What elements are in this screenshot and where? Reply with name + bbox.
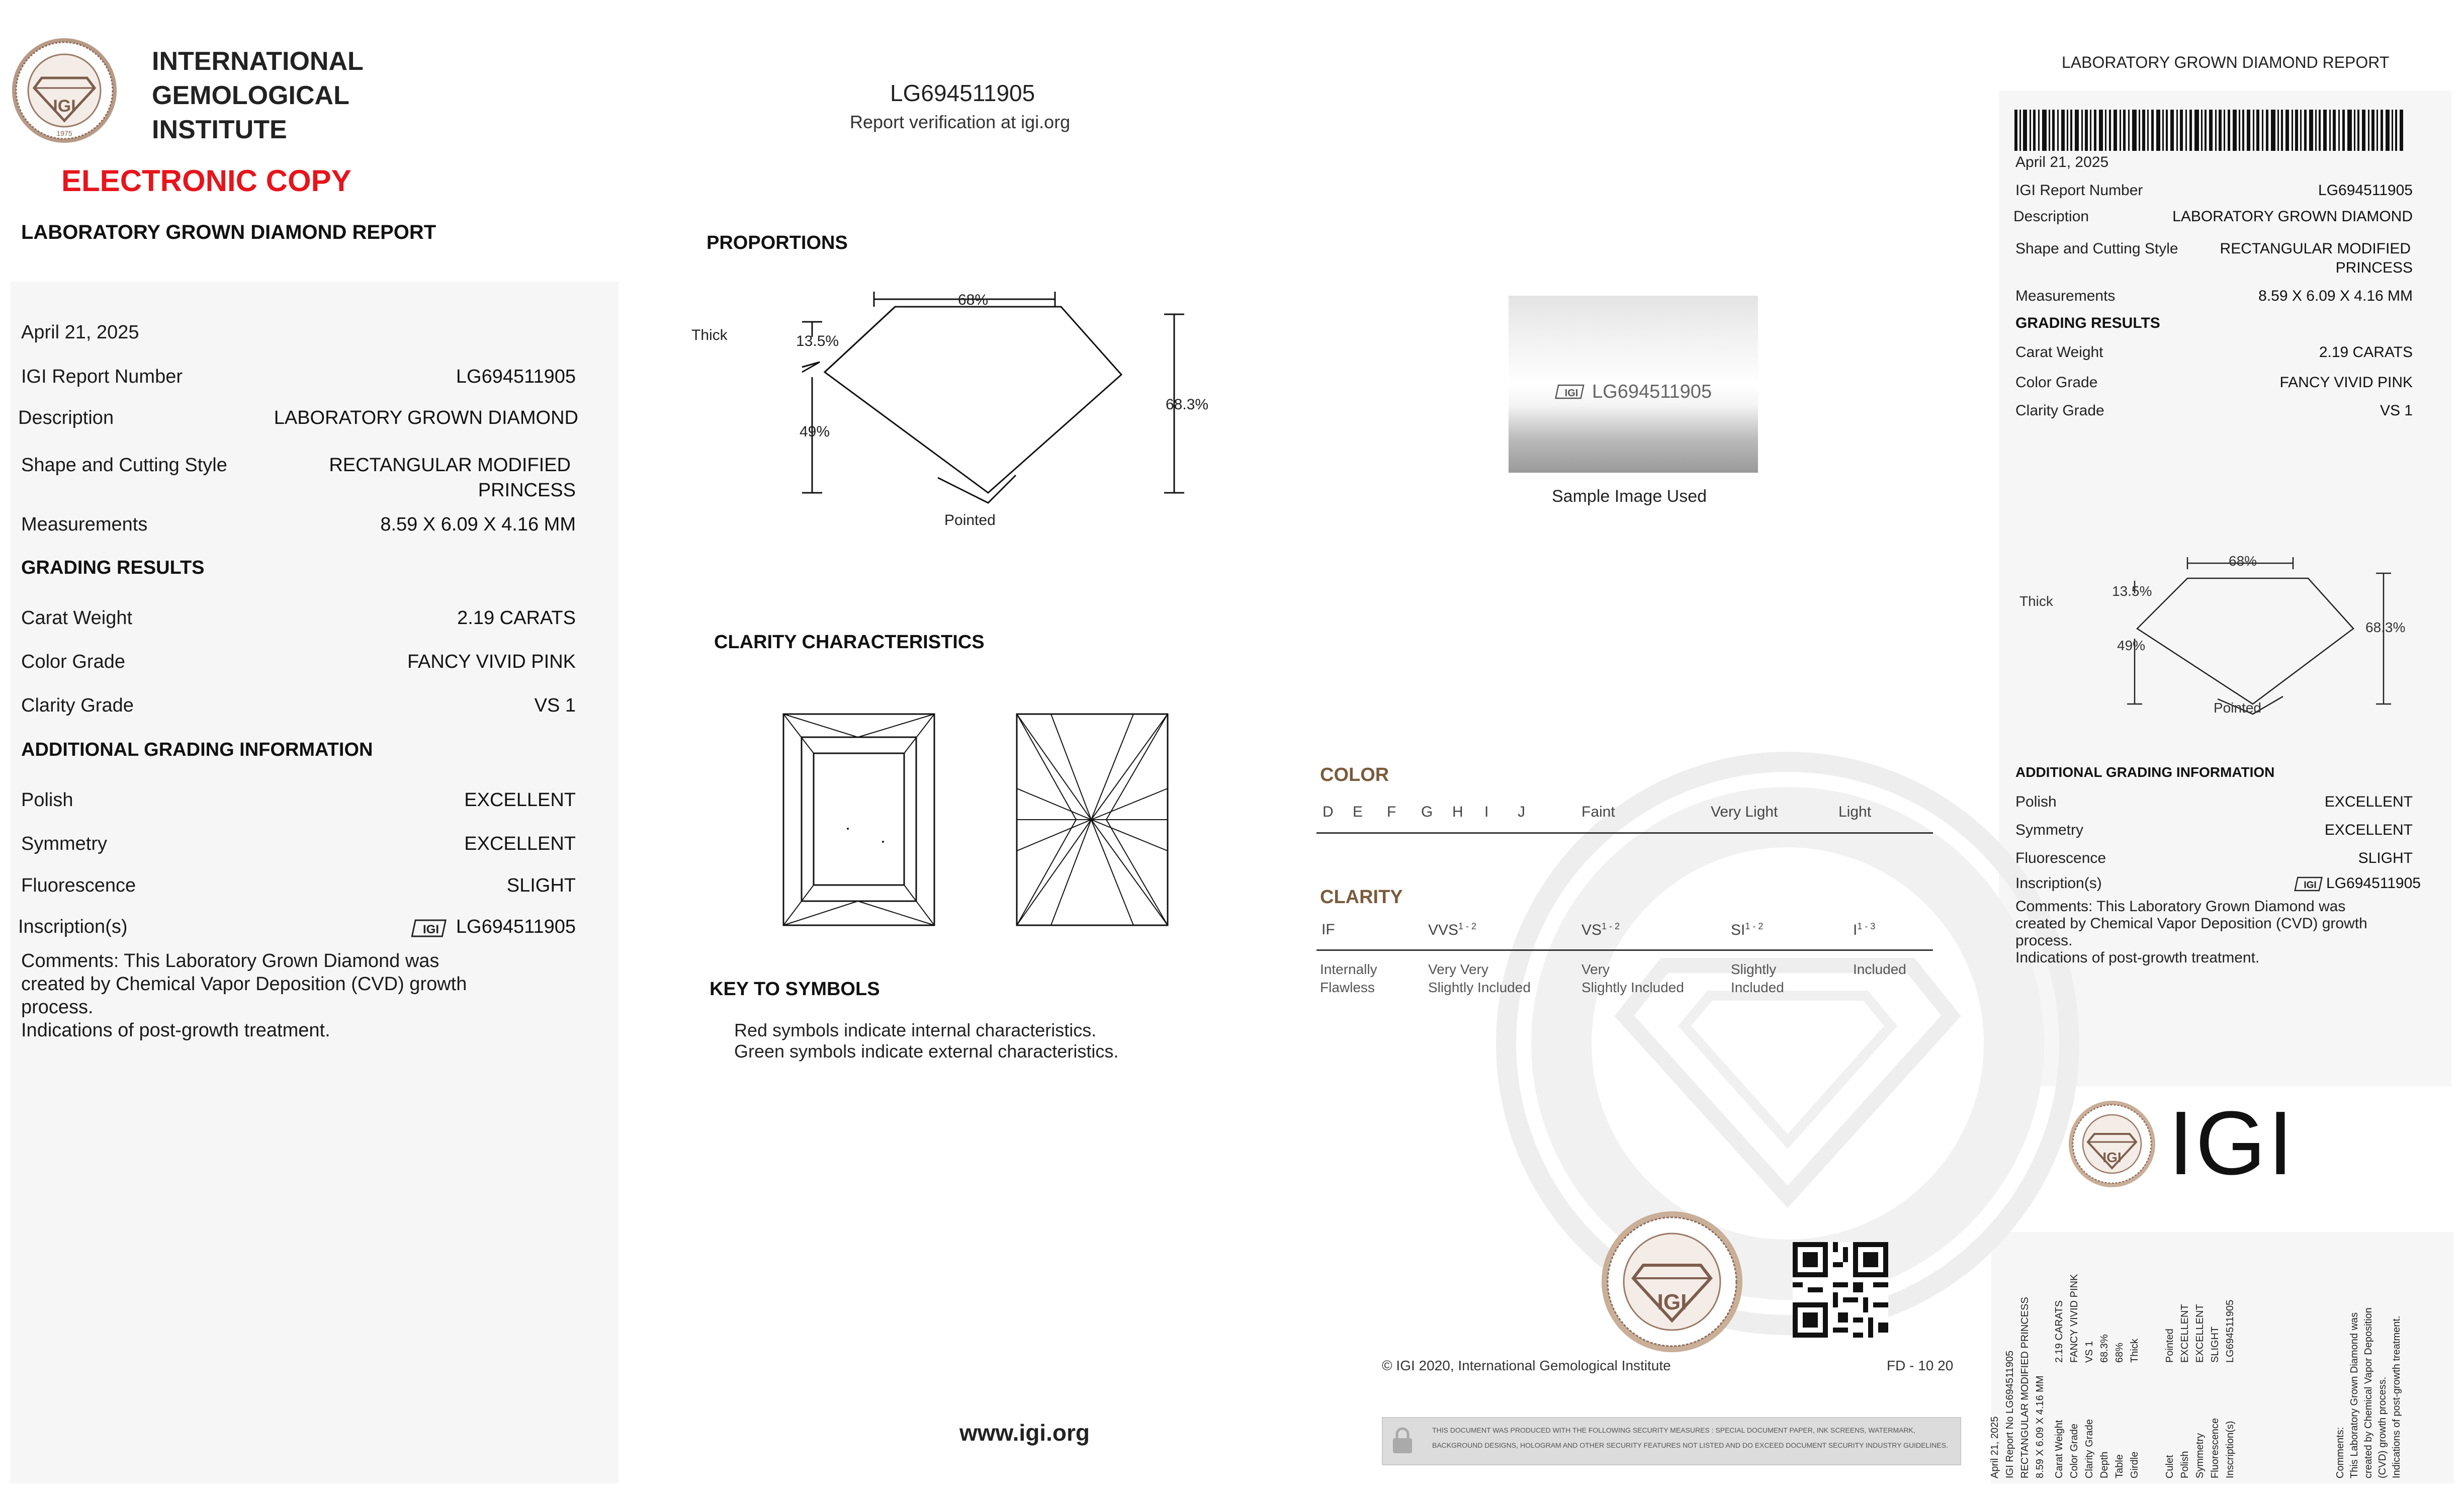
barcode: [2014, 110, 2407, 151]
stub-row-color: [2067, 1217, 2082, 1478]
value-measurements: 8.59 X 6.09 X 4.16 MM: [380, 514, 576, 535]
svg-text:IGI: IGI: [53, 97, 76, 116]
right-prop-pavilion: 49%: [2117, 638, 2146, 653]
stub-value-inscription: LG694511905: [2225, 1299, 2236, 1363]
right-value-carat: 2.19 CARATS: [2319, 344, 2413, 361]
stub-comments-3: created by Chemical Vapor Deposition: [2363, 1307, 2374, 1478]
security-line2: BACKGROUND DESIGNS, HOLOGRAM AND OTHER SECURITY FEATURES NOT LISTED AND DO EXCEED DOCUMENT SECURITY INDUSTRY GUIDELINES.: [1432, 1441, 1948, 1449]
clarity-si-desc2: Included: [1731, 980, 1784, 995]
stub-row-girdle: [2127, 1217, 2142, 1478]
clarity-i-desc1: Included: [1853, 961, 1906, 977]
grading-results-title: GRADING RESULTS: [21, 557, 205, 578]
color-very-light: Very Light: [1711, 804, 1778, 820]
right-prop-table: 68%: [2229, 553, 2257, 569]
clarity-scale-title: CLARITY: [1320, 887, 1403, 908]
comments-line4: Indications of post-growth treatment.: [21, 1020, 330, 1041]
value-carat: 2.19 CARATS: [457, 607, 576, 629]
clarity-characteristics-title: CLARITY CHARACTERISTICS: [714, 632, 985, 653]
value-shape-line2: PRINCESS: [478, 480, 576, 501]
right-label-clarity: Clarity Grade: [2015, 402, 2104, 419]
prop-girdle: Thick: [691, 327, 728, 343]
clarity-vvs-code: VVS: [1428, 922, 1459, 938]
value-color: FANCY VIVID PINK: [407, 651, 576, 672]
right-value-clarity: VS 1: [2380, 402, 2413, 419]
svg-text:IGI: IGI: [422, 923, 439, 936]
stub-column-1: [1987, 1197, 2048, 1478]
right-prop-culet: Pointed: [2214, 700, 2261, 716]
report-title: LABORATORY GROWN DIAMOND REPORT: [21, 221, 436, 243]
clarity-vvs: [1428, 921, 1476, 939]
stub-value-polish: EXCELLENT: [2179, 1304, 2190, 1363]
value-inscription: LG694511905: [456, 916, 576, 937]
right-date: April 21, 2025: [2015, 154, 2109, 170]
color-scale-rule: [1316, 832, 1933, 834]
stub-value-culet: Pointed: [2164, 1329, 2175, 1363]
color-grade-h: H: [1452, 804, 1463, 820]
electronic-copy-label: ELECTRONIC COPY: [61, 164, 351, 198]
color-grade-f: F: [1387, 804, 1396, 820]
color-grade-g: G: [1421, 804, 1433, 820]
label-report-number: IGI Report Number: [21, 366, 183, 387]
stub-report-no: IGI Report No LG694511905: [2004, 1350, 2015, 1478]
stub-date: April 21, 2025: [1989, 1416, 2000, 1478]
stub-label-carat: Carat Weight: [2054, 1420, 2065, 1478]
stub-value-fluorescence: SLIGHT: [2210, 1326, 2221, 1363]
comments-line1: Comments: This Laboratory Grown Diamond was: [21, 950, 439, 972]
copyright: © IGI 2020, International Gemological Institute: [1382, 1358, 1671, 1373]
label-measurements: Measurements: [21, 514, 148, 535]
right-igi-seal: [2067, 1099, 2157, 1189]
stub-label-girdle: Girdle: [2129, 1451, 2140, 1478]
right-value-fluorescence: SLIGHT: [2358, 850, 2413, 866]
comments-line2: created by Chemical Vapor Deposition (CVD) growth: [21, 974, 467, 995]
stub-label-inscription: Inscription(s): [2225, 1421, 2236, 1478]
right-value-polish: EXCELLENT: [2324, 794, 2413, 810]
stub-label-depth: Depth: [2099, 1451, 2110, 1478]
label-clarity: Clarity Grade: [21, 695, 134, 716]
stub-column-3: [2162, 1217, 2238, 1478]
label-inscription: Inscription(s): [18, 916, 128, 937]
right-igi-logo-text: IGI: [2168, 1093, 2296, 1194]
clarity-vvs-sup: 1 - 2: [1458, 921, 1477, 931]
igi-inscription-icon: [415, 918, 447, 938]
stub-value-carat: 2.19 CARATS: [2054, 1300, 2065, 1363]
right-comments-line2: created by Chemical Vapor Deposition (CVD) growth: [2015, 915, 2367, 932]
stub-comments-4: (CVD) growth process.: [2377, 1376, 2388, 1478]
stub-row-symmetry: [2192, 1217, 2208, 1478]
right-prop-depth: 68.3%: [2365, 620, 2406, 635]
stub-comments-5: Indications of post-growth treatment.: [2391, 1315, 2402, 1478]
color-grade-d: D: [1323, 804, 1334, 820]
website: www.igi.org: [959, 1420, 1090, 1446]
clarity-scale-rule: [1316, 949, 1933, 951]
security-line1: THIS DOCUMENT WAS PRODUCED WITH THE FOLLOWING SECURITY MEASURES : SPECIAL DOCUMENT PAPER, INK SCREENS, WATERMARK,: [1432, 1426, 1915, 1434]
clarity-plot-pavilion: [1016, 713, 1170, 927]
proportions-title: PROPORTIONS: [707, 232, 848, 253]
igi-seal-logo: [9, 35, 120, 146]
stub-label-clarity: Clarity Grade: [2084, 1419, 2095, 1478]
stub-label-polish: Polish: [2179, 1451, 2190, 1478]
color-faint: Faint: [1581, 804, 1615, 820]
key-line-red: Red symbols indicate internal characteristics.: [734, 1020, 1097, 1040]
stub-value-girdle: Thick: [2129, 1339, 2140, 1363]
color-light: Light: [1838, 804, 1872, 820]
bottom-igi-seal: [1599, 1209, 1745, 1355]
stub-label-color: Color Grade: [2069, 1424, 2080, 1478]
right-label-polish: Polish: [2015, 794, 2057, 810]
clarity-vvs-desc2: Slightly Included: [1428, 980, 1531, 995]
stub-label-fluorescence: Fluorescence: [2210, 1418, 2221, 1478]
sample-igi-icon: [1558, 383, 1585, 400]
right-value-shape-line2: PRINCESS: [2335, 259, 2413, 276]
clarity-si-sup: 1 - 2: [1745, 921, 1764, 931]
sample-inscription: LG694511905: [1592, 381, 1712, 402]
right-comments-line3: process.: [2015, 932, 2073, 949]
label-color: Color Grade: [21, 651, 125, 672]
institute-name-line3: INSTITUTE: [152, 115, 287, 144]
color-grade-j: J: [1518, 804, 1525, 820]
clarity-if-code: IF: [1322, 921, 1335, 938]
institute-name-line2: GEMOLOGICAL: [152, 81, 349, 110]
svg-text:IGI: IGI: [2102, 1150, 2122, 1165]
right-label-measurements: Measurements: [2015, 288, 2116, 304]
clarity-i-sup: 1 - 3: [1857, 921, 1876, 931]
right-value-description: LABORATORY GROWN DIAMOND: [2172, 208, 2413, 225]
institute-name-line1: INTERNATIONAL: [152, 47, 364, 76]
value-description: LABORATORY GROWN DIAMOND: [274, 407, 578, 428]
form-code: FD - 10 20: [1887, 1358, 1954, 1373]
stub-row-clarity: [2082, 1217, 2097, 1478]
label-description: Description: [18, 407, 114, 428]
stub-comments-1: Comments:: [2335, 1427, 2346, 1478]
stub-value-symmetry: EXCELLENT: [2194, 1304, 2206, 1363]
prop-table: 68%: [958, 292, 989, 308]
label-carat: Carat Weight: [21, 607, 133, 629]
right-value-color: FANCY VIVID PINK: [2279, 374, 2413, 391]
clarity-vs-desc1: Very: [1581, 961, 1610, 977]
value-clarity: VS 1: [534, 695, 576, 716]
stub-row-polish: [2177, 1217, 2192, 1478]
right-label-shape: Shape and Cutting Style: [2015, 240, 2178, 257]
right-value-measurements: 8.59 X 6.09 X 4.16 MM: [2258, 288, 2413, 304]
qr-code: [1793, 1242, 1888, 1338]
stub-row-carat: [2052, 1217, 2067, 1478]
right-label-carat: Carat Weight: [2015, 344, 2103, 361]
right-igi-inscription-icon: [2297, 876, 2323, 892]
stub-column-2: [2052, 1217, 2142, 1478]
svg-text:1975: 1975: [56, 129, 72, 137]
additional-info-title: ADDITIONAL GRADING INFORMATION: [21, 739, 373, 760]
right-label-symmetry: Symmetry: [2015, 822, 2083, 838]
right-label-inscription: Inscription(s): [2015, 875, 2102, 892]
stub-value-table: 68%: [2114, 1342, 2125, 1363]
clarity-if-desc2: Flawless: [1320, 980, 1375, 995]
value-polish: EXCELLENT: [464, 789, 576, 811]
stub-value-clarity: VS 1: [2084, 1341, 2095, 1363]
color-scale-title: COLOR: [1320, 764, 1389, 785]
right-report-title: LABORATORY GROWN DIAMOND REPORT: [2062, 53, 2390, 71]
center-report-number: LG694511905: [890, 80, 1035, 106]
right-value-symmetry: EXCELLENT: [2324, 822, 2413, 838]
stub-value-depth: 68.3%: [2099, 1334, 2110, 1363]
lock-icon: [1390, 1426, 1415, 1454]
value-report-number: LG694511905: [456, 366, 576, 387]
prop-pavilion: 49%: [800, 423, 830, 440]
color-grade-e: E: [1353, 804, 1363, 820]
clarity-vs-desc2: Slightly Included: [1581, 980, 1684, 995]
clarity-plot-crown: [782, 713, 936, 927]
color-grade-i: I: [1484, 804, 1489, 820]
right-additional-title: ADDITIONAL GRADING INFORMATION: [2015, 764, 2275, 780]
verification-text: Report verification at igi.org: [850, 112, 1071, 132]
clarity-vs-code: VS: [1581, 922, 1602, 938]
proportions-diagram: [784, 292, 1197, 503]
prop-crown: 13.5%: [796, 333, 839, 349]
value-symmetry: EXCELLENT: [464, 833, 576, 854]
stub-row-inscription: [2223, 1217, 2238, 1478]
key-line-green: Green symbols indicate external characteristics.: [734, 1041, 1119, 1062]
svg-text:IGI: IGI: [1564, 388, 1578, 399]
value-fluorescence: SLIGHT: [506, 875, 576, 896]
prop-depth: 68.3%: [1166, 396, 1209, 413]
prop-culet: Pointed: [944, 512, 996, 529]
right-comments-line1: Comments: This Laboratory Grown Diamond was: [2015, 898, 2346, 915]
right-value-report-number: LG694511905: [2318, 182, 2413, 199]
stub-shape: RECTANGULAR MODIFIED PRINCESS: [2019, 1297, 2031, 1478]
right-value-shape-line1: RECTANGULAR MODIFIED: [2220, 240, 2411, 257]
right-label-description: Description: [2013, 208, 2089, 225]
label-symmetry: Symmetry: [21, 833, 107, 854]
svg-text:IGI: IGI: [1657, 1290, 1687, 1314]
key-to-symbols-title: KEY TO SYMBOLS: [710, 979, 880, 1000]
label-fluorescence: Fluorescence: [21, 875, 136, 896]
right-label-report-number: IGI Report Number: [2015, 182, 2143, 199]
value-shape-line1: RECTANGULAR MODIFIED: [329, 455, 571, 476]
right-label-fluorescence: Fluorescence: [2015, 850, 2106, 866]
clarity-i: [1853, 921, 1875, 939]
stub-label-symmetry: Symmetry: [2194, 1433, 2206, 1478]
report-date: April 21, 2025: [21, 322, 139, 343]
stub-measurements: 8.59 X 6.09 X 4.16 MM: [2035, 1375, 2046, 1478]
clarity-if: [1322, 921, 1335, 938]
right-proportions-diagram: [2117, 553, 2409, 714]
right-prop-girdle: Thick: [2019, 593, 2053, 609]
clarity-i-code: I: [1853, 922, 1858, 938]
clarity-if-desc1: Internally: [1320, 961, 1377, 977]
stub-row-fluorescence: [2208, 1217, 2223, 1478]
right-comments-line4: Indications of post-growth treatment.: [2015, 949, 2260, 966]
stub-row-depth: [2097, 1217, 2112, 1478]
comments-line3: process.: [21, 997, 94, 1018]
stub-label-culet: Culet: [2164, 1455, 2175, 1478]
clarity-si-desc1: Slightly: [1731, 961, 1777, 977]
right-value-inscription: LG694511905: [2326, 875, 2421, 892]
clarity-si-code: SI: [1731, 922, 1745, 938]
stub-value-color: FANCY VIVID PINK: [2069, 1274, 2080, 1363]
stub-row-table: [2112, 1217, 2127, 1478]
label-polish: Polish: [21, 789, 73, 811]
right-prop-crown: 13.5%: [2112, 583, 2152, 599]
right-grading-title: GRADING RESULTS: [2015, 315, 2160, 331]
clarity-vs: [1581, 921, 1620, 939]
clarity-vvs-desc1: Very Very: [1428, 961, 1488, 977]
clarity-vs-sup: 1 - 2: [1602, 921, 1620, 931]
stub-label-table: Table: [2114, 1454, 2125, 1478]
label-shape: Shape and Cutting Style: [21, 455, 227, 476]
stub-column-4: [2333, 1217, 2404, 1478]
right-label-color: Color Grade: [2015, 374, 2098, 391]
stub-row-culet: [2162, 1217, 2177, 1478]
clarity-si: [1731, 921, 1763, 939]
sample-caption: Sample Image Used: [1552, 487, 1707, 506]
stub-comments-2: This Laboratory Grown Diamond was: [2349, 1312, 2360, 1478]
svg-text:IGI: IGI: [2304, 880, 2317, 891]
